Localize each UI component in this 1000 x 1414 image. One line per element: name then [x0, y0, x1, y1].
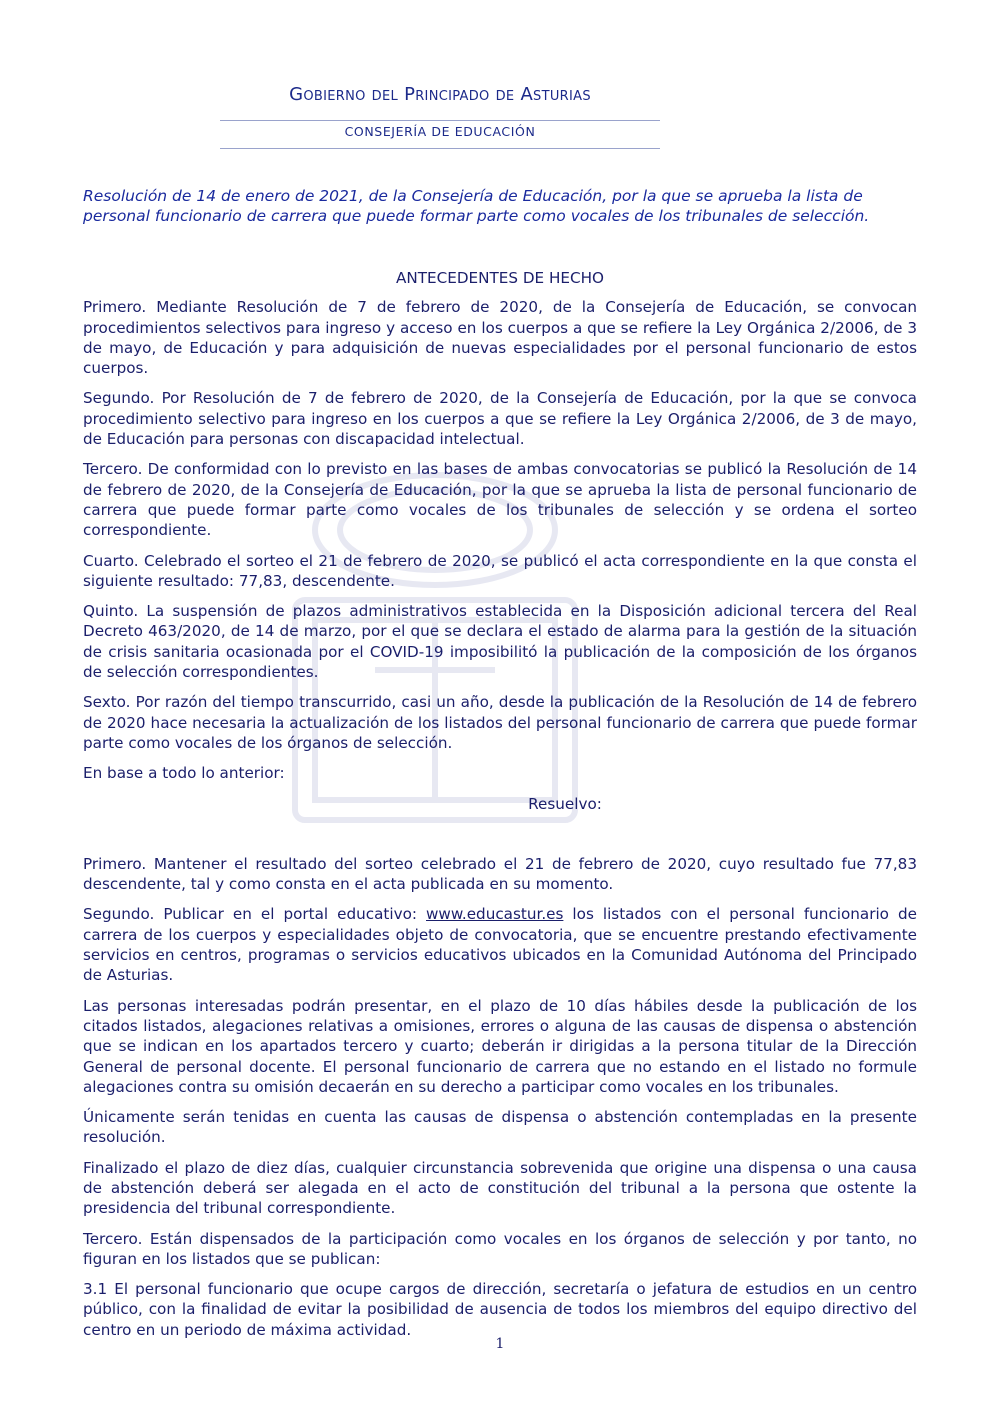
- resolucion-segundo: [83, 904, 917, 985]
- segundo-text-before: Segundo. Publicar en el portal educativo:: [83, 905, 427, 924]
- item-3-1: 3.1 El personal funcionario que ocupe cargos de dirección, secretaría o jefatura de estudios en un centro público, con la finalidad de evitar la posibilidad de ausencia de todos los miembros del equipo directivo del centro en un periodo de máxima actividad.: [83, 1280, 917, 1339]
- resolution-title: Resolución de 14 de enero de 2021, de la Consejería de Educación, por la que se aprueba la lista de personal funcionario de carrera que puede formar parte como vocales de los tribunales de selección.: [83, 187, 870, 225]
- government-title: Gobierno del Principado de Asturias: [289, 84, 591, 105]
- antecedente-segundo: Segundo. Por Resolución de 7 de febrero de 2020, de la Consejería de Educación, por la que se convoca procedimiento selectivo para ingreso en los cuerpos a que se refiere la Ley Orgánica 2/2006, de 3 de mayo, de Educación para personas con discapacidad intelectual.: [83, 389, 917, 449]
- spacer: [83, 824, 917, 854]
- resolucion-tercero: Tercero. Están dispensados de la participación como vocales en los órganos de selección y por tanto, no figuran en los listados que se publican:: [83, 1229, 917, 1268]
- alegaciones-paragraph: Las personas interesadas podrán presentar, en el plazo de 10 días hábiles desde la publicación de los citados listados, alegaciones relativas a omisiones, errores o alguna de las causas de dispensa o abstención que se indican en los apartados tercero y cuarto; deberán ir dirigidas a la persona titular de la Dirección General de personal docente. El personal funcionario de carrera que no estando en el listado no formule alegaciones contra su omisión decaerán en su derecho a participar como vocales en los tribunales.: [83, 996, 917, 1096]
- antecedente-sexto: Sexto. Por razón del tiempo transcurrido, casi un año, desde la publicación de la Resolución de 14 de febrero de 2020 hace necesaria la actualización de los listados del personal funcionario de carrera que puede formar parte como vocales de los órganos de selección.: [83, 693, 917, 752]
- unicamente-paragraph: Únicamente serán tenidas en cuenta las causas de dispensa o abstención contempladas en la presente resolución.: [83, 1108, 917, 1147]
- antecedente-quinto: Quinto. La suspensión de plazos administrativos establecida en la Disposición adicional tercera del Real Decreto 463/2020, de 14 de marzo, por el que se declara el estado de alarma para la gestión de la situación de crisis sanitaria ocasionada por el COVID-19 imposibilitó la publicación de la composición de los órganos de selección correspondientes.: [83, 602, 917, 682]
- educastur-link[interactable]: www.educastur.es: [426, 905, 564, 924]
- header-rule-bottom: [220, 148, 660, 149]
- section-heading: ANTECEDENTES DE HECHO: [396, 269, 604, 287]
- antecedente-tercero: Tercero. De conformidad con lo previsto en las bases de ambas convocatorias se publicó la Resolución de 14 de febrero de 2020, de la Consejería de Educación, por la que se aprueba la lista de personal funcionario de carrera que puede formar parte como vocales de los tribunales de selección y se ordena el sorteo correspondiente.: [83, 460, 917, 540]
- antecedente-cuarto: Cuarto. Celebrado el sorteo el 21 de febrero de 2020, se publicó el acta correspondiente en la que consta el siguiente resultado: 77,83, descendente.: [83, 551, 917, 590]
- header-rule-top: [220, 120, 660, 121]
- finalizado-paragraph: Finalizado el plazo de diez días, cualquier circunstancia sobrevenida que origine una dispensa o una causa de abstención deberá ser alegada en el acto de constitución del tribunal a la persona que ostente la presidencia del tribunal correspondiente.: [83, 1158, 917, 1218]
- antecedente-primero: Primero. Mediante Resolución de 7 de febrero de 2020, de la Consejería de Educación, se convocan procedimientos selectivos para ingreso y acceso en los cuerpos a que se refiere la Ley Orgánica 2/2006, de 3 de mayo, de Educación y para adquisición de nuevas especialidades por el personal funcionario de estos cuerpos.: [83, 298, 917, 378]
- base-paragraph: En base a todo lo anterior:: [83, 764, 285, 783]
- segundo-text-after: los listados con el personal funcionario de carrera de los cuerpos y especialidades objeto de convocatoria, que se encuentre prestando efectivamente servicios en centros, programas o servicios educativos ubicados en la Comunidad Autónoma del Principado de Asturias.: [83, 905, 917, 985]
- resuelvo-heading: Resuelvo:: [528, 794, 602, 813]
- resolucion-primero: Primero. Mantener el resultado del sorteo celebrado el 21 de febrero de 2020, cuyo resultado fue 77,83 descendente, tal y como consta en el acta publicada en su momento.: [83, 854, 917, 894]
- document-body: [83, 268, 917, 1350]
- page-number: 1: [495, 1336, 505, 1352]
- department-subtitle: CONSEJERÍA DE EDUCACIÓN: [344, 124, 536, 139]
